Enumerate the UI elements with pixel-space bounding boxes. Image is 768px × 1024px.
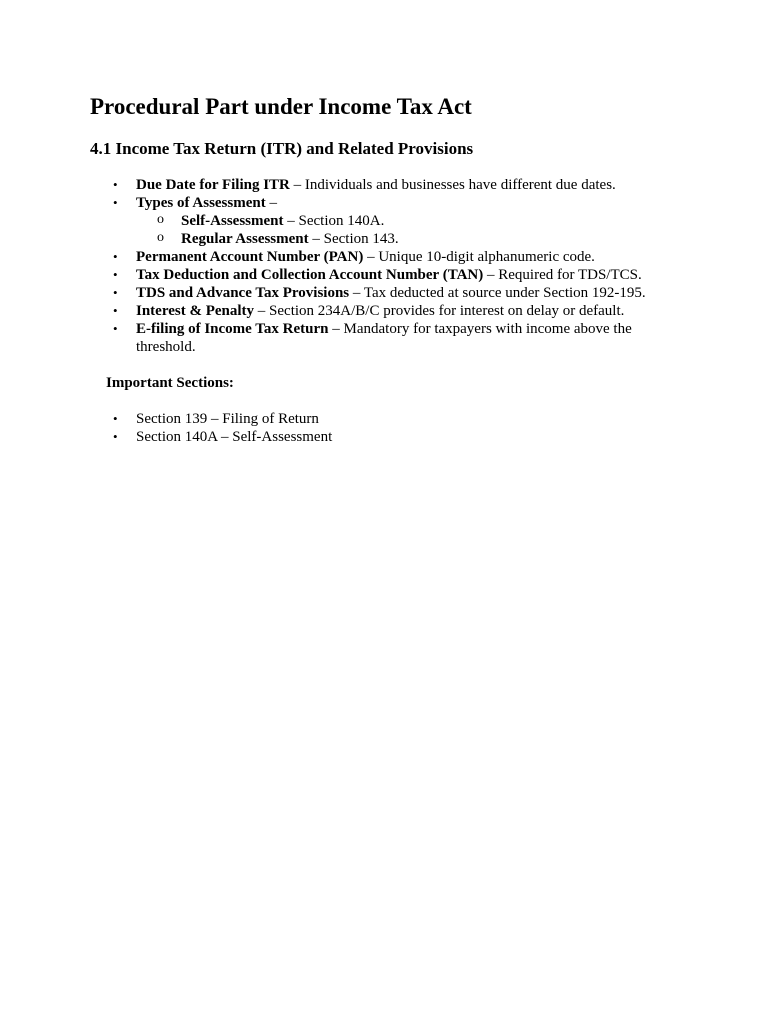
item-text: – Mandatory for taxpayers with income above the threshold. <box>136 321 632 355</box>
list-item <box>0 248 656 266</box>
bullet-icon: • <box>113 321 118 336</box>
list-item <box>0 410 656 428</box>
important-sections-heading: Important Sections: <box>106 375 234 391</box>
sub-item-text: – Section 140A. <box>283 213 385 229</box>
list-item <box>0 194 656 248</box>
item-text: – Required for TDS/TCS. <box>483 267 642 283</box>
sub-list-item <box>0 212 656 230</box>
list-item <box>0 302 656 320</box>
item-text: – Tax deducted at source under Section 192-195. <box>349 285 646 301</box>
item-text: – Unique 10-digit alphanumeric code. <box>363 249 595 265</box>
bullet-icon: • <box>113 303 118 318</box>
item-label: Permanent Account Number (PAN) <box>136 249 364 265</box>
item-label: E-filing of Income Tax Return <box>136 321 329 337</box>
item-label: Interest & Penalty <box>136 303 255 319</box>
provisions-list <box>0 176 656 356</box>
sub-item-label: Regular Assessment <box>181 231 309 247</box>
bullet-icon: • <box>113 429 118 444</box>
item-label: TDS and Advance Tax Provisions <box>136 285 350 301</box>
item-text: – <box>265 195 277 211</box>
sub-item-text: – Section 143. <box>308 231 399 247</box>
section-text: Section 140A – Self-Assessment <box>136 429 333 445</box>
assessment-types-list <box>136 212 656 248</box>
item-text: – Section 234A/B/C provides for interest on delay or default. <box>254 303 625 319</box>
list-item <box>0 428 656 446</box>
bullet-icon: • <box>113 249 118 264</box>
item-label: Tax Deduction and Collection Account Number (TAN) <box>136 267 484 283</box>
bullet-icon: • <box>113 267 118 282</box>
item-label: Due Date for Filing ITR <box>136 177 290 193</box>
important-sections-list <box>0 410 656 446</box>
bullet-icon: • <box>113 285 118 300</box>
circle-bullet-icon: o <box>157 212 164 227</box>
sub-item-label: Self-Assessment <box>181 213 284 229</box>
section-text: Section 139 – Filing of Return <box>136 411 319 427</box>
bullet-icon: • <box>113 195 118 210</box>
bullet-icon: • <box>113 411 118 426</box>
item-text: – Individuals and businesses have different due dates. <box>289 177 616 193</box>
item-label: Types of Assessment <box>136 195 266 211</box>
bullet-icon: • <box>113 177 118 192</box>
page-title: Procedural Part under Income Tax Act <box>90 94 472 119</box>
list-item <box>0 266 656 284</box>
circle-bullet-icon: o <box>157 230 164 245</box>
list-item <box>0 284 656 302</box>
list-item <box>0 176 656 194</box>
sub-list-item <box>0 230 656 248</box>
list-item <box>0 320 656 356</box>
section-heading: 4.1 Income Tax Return (ITR) and Related Provisions <box>90 139 474 158</box>
